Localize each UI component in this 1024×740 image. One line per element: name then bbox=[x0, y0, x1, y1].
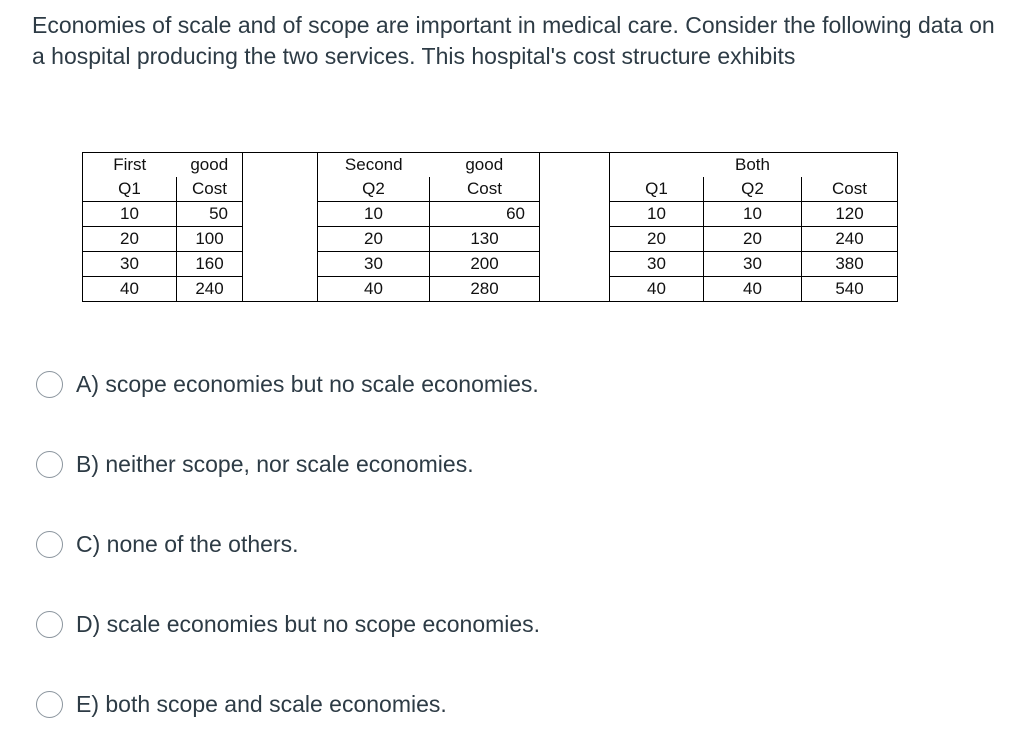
second-good-header-word1: Second bbox=[318, 153, 430, 178]
answer-label-c: C) none of the others. bbox=[76, 530, 299, 557]
first-good-cost-cell: 50 bbox=[177, 202, 243, 227]
both-q2-label: Q2 bbox=[704, 177, 802, 202]
second-good-cost-cell: 60 bbox=[430, 202, 540, 227]
first-good-header-word1: First bbox=[83, 153, 177, 178]
second-good-header-word2: good bbox=[430, 153, 540, 178]
first-good-q-cell: 30 bbox=[83, 252, 177, 277]
both-cost-cell: 540 bbox=[802, 277, 898, 302]
table-row bbox=[83, 277, 898, 302]
radio-button-e[interactable] bbox=[36, 691, 63, 718]
table-row bbox=[83, 252, 898, 277]
second-good-q-cell: 10 bbox=[318, 202, 430, 227]
table-row bbox=[83, 202, 898, 227]
table-spacer-1 bbox=[243, 153, 318, 302]
second-good-q-cell: 20 bbox=[318, 227, 430, 252]
table-header-row-1 bbox=[83, 153, 898, 178]
both-header-blank-right bbox=[802, 153, 898, 178]
radio-button-d[interactable] bbox=[36, 611, 63, 638]
answer-label-a: A) scope economies but no scale economies. bbox=[76, 370, 539, 397]
answer-label-b: B) neither scope, nor scale economies. bbox=[76, 450, 474, 477]
first-good-q-label: Q1 bbox=[83, 177, 177, 202]
answer-option-b[interactable] bbox=[36, 448, 736, 480]
first-good-header-word2: good bbox=[177, 153, 243, 178]
both-q1-label: Q1 bbox=[610, 177, 704, 202]
table-header-row-2 bbox=[83, 177, 898, 202]
answer-option-d[interactable] bbox=[36, 608, 736, 640]
table-row bbox=[83, 227, 898, 252]
both-q2-cell: 10 bbox=[704, 202, 802, 227]
both-cost-cell: 380 bbox=[802, 252, 898, 277]
answer-option-e[interactable] bbox=[36, 688, 736, 720]
both-cost-label: Cost bbox=[802, 177, 898, 202]
first-good-q-cell: 10 bbox=[83, 202, 177, 227]
radio-button-c[interactable] bbox=[36, 531, 63, 558]
first-good-cost-cell: 160 bbox=[177, 252, 243, 277]
both-q1-cell: 40 bbox=[610, 277, 704, 302]
answer-option-c[interactable] bbox=[36, 528, 736, 560]
both-q2-cell: 40 bbox=[704, 277, 802, 302]
second-good-cost-cell: 200 bbox=[430, 252, 540, 277]
first-good-q-cell: 20 bbox=[83, 227, 177, 252]
first-good-cost-cell: 240 bbox=[177, 277, 243, 302]
both-header-blank-left bbox=[610, 153, 704, 178]
both-q1-cell: 30 bbox=[610, 252, 704, 277]
second-good-cost-cell: 280 bbox=[430, 277, 540, 302]
second-good-cost-label: Cost bbox=[430, 177, 540, 202]
second-good-q-label: Q2 bbox=[318, 177, 430, 202]
both-cost-cell: 120 bbox=[802, 202, 898, 227]
cost-table bbox=[82, 152, 898, 302]
radio-button-a[interactable] bbox=[36, 371, 63, 398]
both-header: Both bbox=[704, 153, 802, 178]
first-good-q-cell: 40 bbox=[83, 277, 177, 302]
question-text: Economies of scale and of scope are important in medical care. Consider the following data on a hospital producing the two services. This hospital's cost structure exhibits bbox=[32, 12, 995, 69]
table-spacer-2 bbox=[540, 153, 610, 302]
both-cost-cell: 240 bbox=[802, 227, 898, 252]
second-good-q-cell: 40 bbox=[318, 277, 430, 302]
answer-option-a[interactable] bbox=[36, 368, 736, 400]
both-q2-cell: 20 bbox=[704, 227, 802, 252]
answer-label-d: D) scale economies but no scope economies. bbox=[76, 610, 541, 637]
both-q2-cell: 30 bbox=[704, 252, 802, 277]
second-good-cost-cell: 130 bbox=[430, 227, 540, 252]
second-good-q-cell: 30 bbox=[318, 252, 430, 277]
answer-label-e: E) both scope and scale economies. bbox=[76, 690, 447, 717]
radio-button-b[interactable] bbox=[36, 451, 63, 478]
first-good-cost-cell: 100 bbox=[177, 227, 243, 252]
both-q1-cell: 20 bbox=[610, 227, 704, 252]
both-q1-cell: 10 bbox=[610, 202, 704, 227]
first-good-cost-label: Cost bbox=[177, 177, 243, 202]
